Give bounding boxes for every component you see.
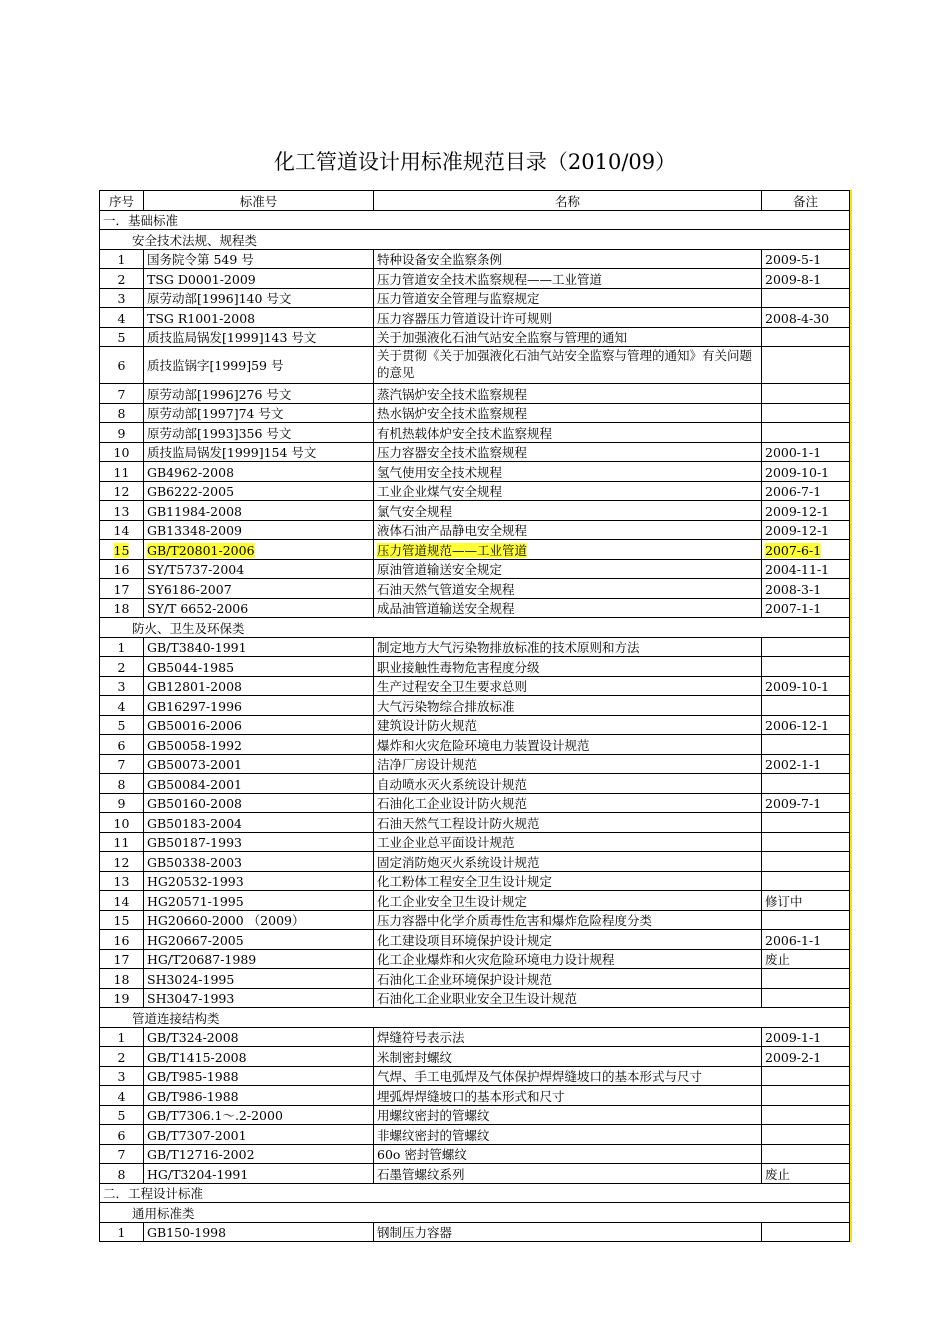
cell-code: HG20660-2000 （2009）	[144, 910, 374, 930]
cell-no: 7	[100, 384, 144, 404]
table-row	[100, 347, 850, 384]
section-title: 一．基础标准	[100, 210, 850, 230]
table-row	[100, 735, 850, 755]
standards-table	[99, 190, 850, 1242]
cell-note	[762, 1222, 850, 1242]
cell-no: 14	[100, 891, 144, 911]
cell-name: 有机热载体炉安全技术监察规程	[374, 423, 762, 443]
cell-code: HG/T3204-1991	[144, 1164, 374, 1184]
table-row	[100, 891, 850, 911]
cell-code: TSG D0001-2009	[144, 269, 374, 289]
cell-no: 18	[100, 598, 144, 618]
cell-no: 3	[100, 288, 144, 308]
cell-code: GB50183-2004	[144, 813, 374, 833]
category-row	[100, 230, 850, 250]
cell-name: 压力管道安全管理与监察规定	[374, 288, 762, 308]
header-no: 序号	[100, 191, 144, 211]
cell-name: 职业接触性毒物危害程度分级	[374, 657, 762, 677]
cell-code: TSG R1001-2008	[144, 308, 374, 328]
cell-name: 石油天然气管道安全规程	[374, 579, 762, 599]
cell-name: 工业企业总平面设计规范	[374, 832, 762, 852]
cell-name: 液体石油产品静电安全规程	[374, 520, 762, 540]
cell-note: 2009-2-1	[762, 1047, 850, 1067]
table-row	[100, 910, 850, 930]
table-row	[100, 657, 850, 677]
table-row	[100, 481, 850, 501]
table-row	[100, 754, 850, 774]
cell-name: 特种设备安全监察条例	[374, 249, 762, 269]
cell-name: 蒸汽锅炉安全技术监察规程	[374, 384, 762, 404]
cell-no: 2	[100, 1047, 144, 1067]
table-row	[100, 384, 850, 404]
table-row	[100, 832, 850, 852]
cell-name: 压力容器压力管道设计许可规则	[374, 308, 762, 328]
cell-note	[762, 423, 850, 443]
cell-note: 修订中	[762, 891, 850, 911]
cell-no: 1	[100, 1222, 144, 1242]
cell-no: 1	[100, 249, 144, 269]
cell-no: 5	[100, 1105, 144, 1125]
cell-note: 2002-1-1	[762, 754, 850, 774]
cell-code: GB/T1415-2008	[144, 1047, 374, 1067]
category-row	[100, 1008, 850, 1028]
table-row	[100, 249, 850, 269]
cell-code: GB/T324-2008	[144, 1027, 374, 1047]
table-row	[100, 540, 850, 560]
table-row	[100, 637, 850, 657]
cell-no: 2	[100, 269, 144, 289]
table-row	[100, 269, 850, 289]
cell-code: GB50160-2008	[144, 793, 374, 813]
cell-code: 质技监局锅发[1999]154 号文	[144, 442, 374, 462]
cell-note: 2000-1-1	[762, 442, 850, 462]
cell-no: 18	[100, 969, 144, 989]
cell-note: 2008-3-1	[762, 579, 850, 599]
cell-code: GB/T3840-1991	[144, 637, 374, 657]
cell-code: 质技监局锅发[1999]143 号文	[144, 327, 374, 347]
cell-note	[762, 910, 850, 930]
table-row	[100, 501, 850, 521]
cell-note	[762, 540, 850, 560]
cell-code: SH3024-1995	[144, 969, 374, 989]
cell-code: GB50187-1993	[144, 832, 374, 852]
table-row	[100, 288, 850, 308]
cell-name: 化工粉体工程安全卫生设计规定	[374, 871, 762, 891]
cell-name: 钢制压力容器	[374, 1222, 762, 1242]
table-row	[100, 1086, 850, 1106]
cell-code: GB/T12716-2002	[144, 1144, 374, 1164]
cell-name: 压力管道安全技术监察规程——工业管道	[374, 269, 762, 289]
table-header-row	[100, 191, 850, 211]
cell-note	[762, 384, 850, 404]
table-row	[100, 676, 850, 696]
cell-no: 11	[100, 832, 144, 852]
table-row	[100, 403, 850, 423]
table-row	[100, 949, 850, 969]
cell-code: GB5044-1985	[144, 657, 374, 677]
table-row	[100, 1222, 850, 1242]
category-title: 防火、卫生及环保类	[100, 618, 850, 638]
header-code: 标准号	[144, 191, 374, 211]
cell-note	[762, 347, 850, 384]
cell-note: 2009-12-1	[762, 501, 850, 521]
cell-code: GB/T7307-2001	[144, 1125, 374, 1145]
cell-note	[762, 832, 850, 852]
table-row	[100, 852, 850, 872]
cell-note	[762, 637, 850, 657]
cell-name: 非螺纹密封的管螺纹	[374, 1125, 762, 1145]
standards-table-wrapper	[99, 190, 850, 1242]
cell-note	[762, 813, 850, 833]
cell-name: 爆炸和火灾危险环境电力装置设计规范	[374, 735, 762, 755]
cell-code: GB6222-2005	[144, 481, 374, 501]
cell-no: 3	[100, 1066, 144, 1086]
cell-code: 原劳动部[1997]74 号文	[144, 403, 374, 423]
table-row	[100, 813, 850, 833]
cell-no: 13	[100, 871, 144, 891]
table-row	[100, 969, 850, 989]
table-row	[100, 1164, 850, 1184]
table-row	[100, 1047, 850, 1067]
cell-name: 化工企业安全卫生设计规定	[374, 891, 762, 911]
cell-name	[374, 540, 762, 560]
cell-code: GB/T986-1988	[144, 1086, 374, 1106]
cell-name: 化工建设项目环境保护设计规定	[374, 930, 762, 950]
cell-note: 2004-11-1	[762, 559, 850, 579]
table-row	[100, 774, 850, 794]
cell-code: GB50338-2003	[144, 852, 374, 872]
table-row	[100, 1144, 850, 1164]
cell-name: 石墨管螺纹系列	[374, 1164, 762, 1184]
cell-note	[762, 403, 850, 423]
cell-no: 19	[100, 988, 144, 1008]
cell-note	[762, 852, 850, 872]
cell-name: 石油化工企业环境保护设计规范	[374, 969, 762, 989]
cell-name: 自动喷水灭火系统设计规范	[374, 774, 762, 794]
cell-no: 3	[100, 676, 144, 696]
cell-note: 2006-1-1	[762, 930, 850, 950]
category-title: 管道连接结构类	[100, 1008, 850, 1028]
cell-code: GB11984-2008	[144, 501, 374, 521]
cell-name: 大气污染物综合排放标准	[374, 696, 762, 716]
cell-no: 8	[100, 774, 144, 794]
category-title: 安全技术法规、规程类	[100, 230, 850, 250]
cell-name: 化工企业爆炸和火灾危险环境电力设计规程	[374, 949, 762, 969]
cell-name: 氢气使用安全技术规程	[374, 462, 762, 482]
cell-note: 2009-7-1	[762, 793, 850, 813]
cell-code: GB/T985-1988	[144, 1066, 374, 1086]
section-row	[100, 1183, 850, 1203]
cell-note: 2009-10-1	[762, 676, 850, 696]
cell-no: 4	[100, 1086, 144, 1106]
cell-note	[762, 1125, 850, 1145]
cell-no: 14	[100, 520, 144, 540]
cell-no: 9	[100, 423, 144, 443]
cell-note: 2008-4-30	[762, 308, 850, 328]
header-name: 名称	[374, 191, 762, 211]
cell-name: 固定消防炮灭火系统设计规范	[374, 852, 762, 872]
cell-code: GB16297-1996	[144, 696, 374, 716]
cell-no: 4	[100, 696, 144, 716]
cell-note	[762, 657, 850, 677]
table-row	[100, 327, 850, 347]
cell-note	[762, 1105, 850, 1125]
highlighted-text: GB/T20801-2006	[147, 542, 255, 558]
table-row	[100, 871, 850, 891]
cell-name: 焊缝符号表示法	[374, 1027, 762, 1047]
section-title: 二．工程设计标准	[100, 1183, 850, 1203]
table-row	[100, 308, 850, 328]
cell-note: 2006-7-1	[762, 481, 850, 501]
cell-no: 17	[100, 579, 144, 599]
cell-no: 5	[100, 327, 144, 347]
cell-name: 用螺纹密封的管螺纹	[374, 1105, 762, 1125]
cell-no: 10	[100, 442, 144, 462]
category-title: 通用标准类	[100, 1203, 850, 1223]
cell-no: 7	[100, 754, 144, 774]
page-title: 化工管道设计用标准规范目录（2010/09）	[273, 150, 677, 174]
cell-note: 2009-12-1	[762, 520, 850, 540]
cell-code: GB/T7306.1～.2-2000	[144, 1105, 374, 1125]
table-row	[100, 696, 850, 716]
cell-note: 2009-8-1	[762, 269, 850, 289]
table-body	[100, 210, 850, 1242]
cell-no: 8	[100, 403, 144, 423]
cell-no: 1	[100, 1027, 144, 1047]
table-row	[100, 988, 850, 1008]
cell-code	[144, 540, 374, 560]
cell-code: 原劳动部[1993]356 号文	[144, 423, 374, 443]
cell-no: 6	[100, 347, 144, 384]
cell-code: 原劳动部[1996]276 号文	[144, 384, 374, 404]
cell-code: GB13348-2009	[144, 520, 374, 540]
cell-code: HG/T20687-1989	[144, 949, 374, 969]
category-row	[100, 1203, 850, 1223]
cell-name: 原油管道输送安全规定	[374, 559, 762, 579]
table-row	[100, 598, 850, 618]
cell-no: 15	[100, 910, 144, 930]
cell-name: 米制密封螺纹	[374, 1047, 762, 1067]
cell-no: 11	[100, 462, 144, 482]
cell-no: 12	[100, 852, 144, 872]
section-row	[100, 210, 850, 230]
cell-code: 质技监锅字[1999]59 号	[144, 347, 374, 384]
cell-no: 8	[100, 1164, 144, 1184]
cell-no: 16	[100, 930, 144, 950]
cell-name: 关于贯彻《关于加强液化石油气站安全监察与管理的通知》有关问题的意见	[374, 347, 762, 384]
cell-code: GB150-1998	[144, 1222, 374, 1242]
cell-no: 6	[100, 735, 144, 755]
table-row	[100, 1125, 850, 1145]
cell-note	[762, 1144, 850, 1164]
table-row	[100, 559, 850, 579]
cell-name: 氯气安全规程	[374, 501, 762, 521]
cell-code: SY/T 6652-2006	[144, 598, 374, 618]
cell-note	[762, 735, 850, 755]
cell-code: HG20667-2005	[144, 930, 374, 950]
cell-note: 2009-10-1	[762, 462, 850, 482]
cell-name: 生产过程安全卫生要求总则	[374, 676, 762, 696]
cell-name: 关于加强液化石油气站安全监察与管理的通知	[374, 327, 762, 347]
category-row	[100, 618, 850, 638]
table-row	[100, 793, 850, 813]
cell-name: 60o 密封管螺纹	[374, 1144, 762, 1164]
cell-note	[762, 327, 850, 347]
cell-note	[762, 696, 850, 716]
cell-note: 2009-1-1	[762, 1027, 850, 1047]
cell-code: GB50073-2001	[144, 754, 374, 774]
cell-name: 工业企业煤气安全规程	[374, 481, 762, 501]
cell-no: 2	[100, 657, 144, 677]
highlighted-text: 压力管道规范——工业管道	[377, 542, 528, 558]
cell-note	[762, 871, 850, 891]
table-row	[100, 1066, 850, 1086]
cell-code: GB50058-1992	[144, 735, 374, 755]
cell-code: GB50084-2001	[144, 774, 374, 794]
cell-code: HG20571-1995	[144, 891, 374, 911]
highlighted-text: 2007-6-1	[765, 542, 822, 558]
cell-name: 建筑设计防火规范	[374, 715, 762, 735]
cell-code: SY/T5737-2004	[144, 559, 374, 579]
cell-name: 洁净厂房设计规范	[374, 754, 762, 774]
cell-no: 6	[100, 1125, 144, 1145]
cell-name: 埋弧焊焊缝坡口的基本形式和尺寸	[374, 1086, 762, 1106]
cell-no: 13	[100, 501, 144, 521]
table-row	[100, 579, 850, 599]
table-row	[100, 1027, 850, 1047]
cell-name: 压力容器中化学介质毒性危害和爆炸危险程度分类	[374, 910, 762, 930]
cell-note	[762, 288, 850, 308]
table-row	[100, 423, 850, 443]
cell-note: 废止	[762, 949, 850, 969]
cell-code: SH3047-1993	[144, 988, 374, 1008]
cell-no: 16	[100, 559, 144, 579]
cell-name: 气焊、手工电弧焊及气体保护焊焊缝坡口的基本形式与尺寸	[374, 1066, 762, 1086]
cell-code: GB4962-2008	[144, 462, 374, 482]
table-row	[100, 1105, 850, 1125]
cell-note	[762, 1086, 850, 1106]
header-note: 备注	[762, 191, 850, 211]
cell-name: 石油化工企业职业安全卫生设计规范	[374, 988, 762, 1008]
cell-code: HG20532-1993	[144, 871, 374, 891]
cell-name: 热水锅炉安全技术监察规程	[374, 403, 762, 423]
cell-note	[762, 1066, 850, 1086]
cell-note: 2006-12-1	[762, 715, 850, 735]
cell-note: 废止	[762, 1164, 850, 1184]
cell-code: 国务院令第 549 号	[144, 249, 374, 269]
cell-note: 2009-5-1	[762, 249, 850, 269]
table-row	[100, 442, 850, 462]
cell-note	[762, 774, 850, 794]
cell-code: GB12801-2008	[144, 676, 374, 696]
table-row	[100, 462, 850, 482]
cell-name: 压力容器安全技术监察规程	[374, 442, 762, 462]
cell-name: 成品油管道输送安全规程	[374, 598, 762, 618]
cell-no: 17	[100, 949, 144, 969]
cell-note: 2007-1-1	[762, 598, 850, 618]
cell-name: 石油天然气工程设计防火规范	[374, 813, 762, 833]
cell-no: 1	[100, 637, 144, 657]
highlighted-text: 15	[113, 542, 130, 558]
cell-no: 5	[100, 715, 144, 735]
cell-code: 原劳动部[1996]140 号文	[144, 288, 374, 308]
cell-name: 石油化工企业设计防火规范	[374, 793, 762, 813]
cell-no: 7	[100, 1144, 144, 1164]
cell-no: 12	[100, 481, 144, 501]
cell-code: GB50016-2006	[144, 715, 374, 735]
cell-no: 4	[100, 308, 144, 328]
table-row	[100, 930, 850, 950]
cell-code: SY6186-2007	[144, 579, 374, 599]
table-row	[100, 520, 850, 540]
cell-no: 9	[100, 793, 144, 813]
cell-note	[762, 988, 850, 1008]
cell-name: 制定地方大气污染物排放标准的技术原则和方法	[374, 637, 762, 657]
cell-no: 10	[100, 813, 144, 833]
cell-note	[762, 969, 850, 989]
cell-no	[100, 540, 144, 560]
table-row	[100, 715, 850, 735]
